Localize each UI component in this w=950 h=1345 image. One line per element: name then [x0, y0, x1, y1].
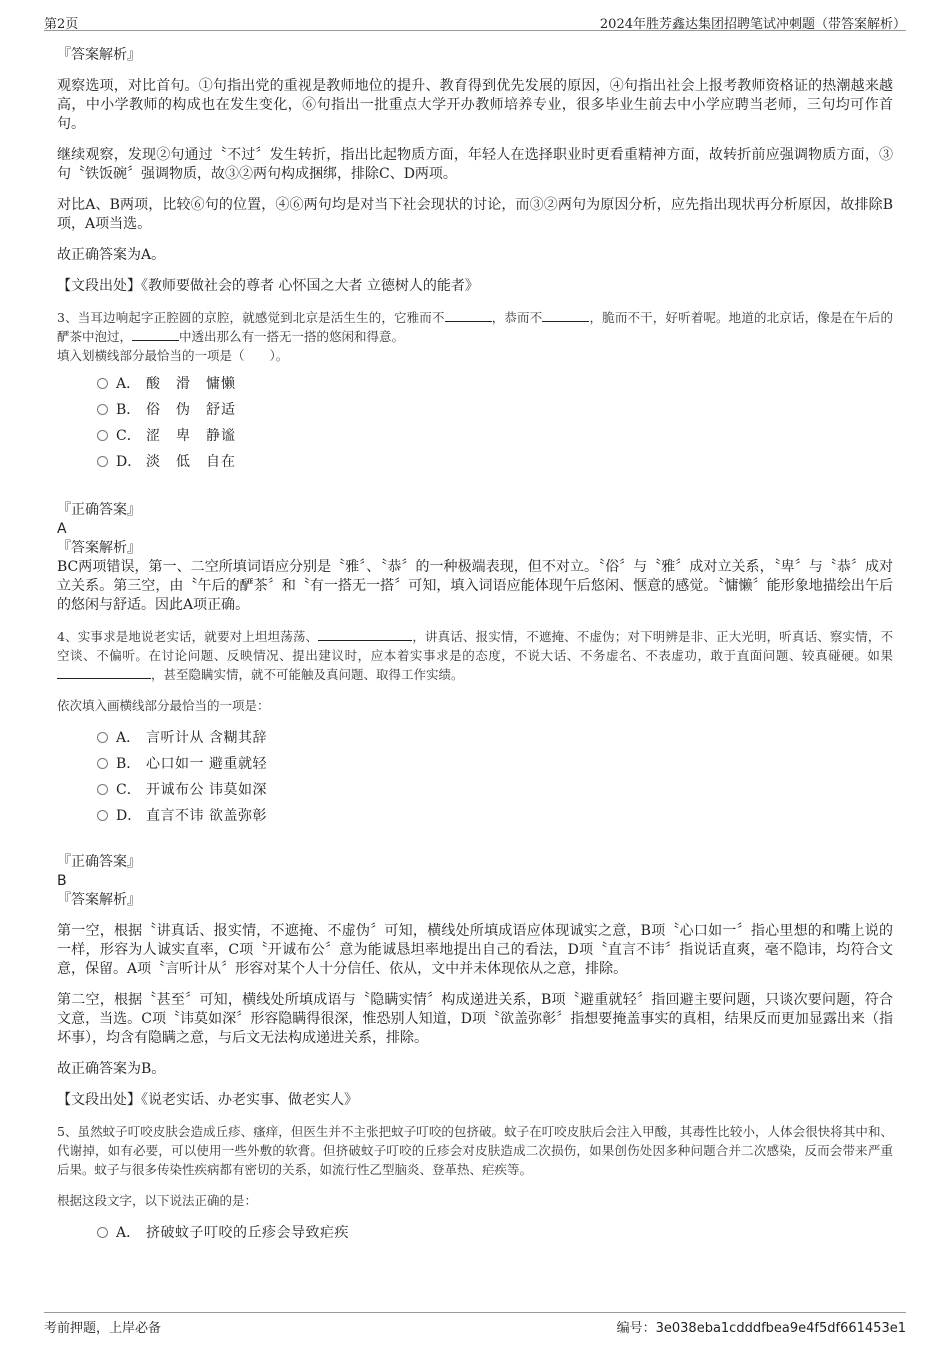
- blank-line: [132, 328, 179, 341]
- q2-analysis-p3: 对比A、B两项，比较⑥句的位置，④⑥两句均是对当下社会现状的讨论，而③②两句为原因分析，应先指出现状再分析原因，故排除B项，A项当选。: [57, 197, 893, 232]
- document-title: 2024年胜芳鑫达集团招聘笔试冲刺题（带答案解析）: [599, 17, 906, 32]
- radio-button-icon[interactable]: [97, 456, 108, 467]
- q3-stem: 3、当耳边响起字正腔圆的京腔，就感觉到北京是活生生的，它雅而不 ，恭而不 ，脆而不干，好听着呢。地道的北京话，像是在午后的酽茶中泡过， 中透出那么有一搭无一搭的悠闲和得意。: [57, 310, 893, 344]
- page-number: 第2页: [44, 17, 79, 32]
- q2-source: 【文段出处】《教师要做社会的尊者 心怀国之大者 立德树人的能者》: [57, 278, 479, 294]
- q2-conclusion: 故正确答案为A。: [57, 247, 166, 263]
- document-body: [57, 46, 893, 1246]
- page-header: [44, 10, 906, 31]
- q3-option-d[interactable]: D． 淡 低 自在: [97, 449, 893, 475]
- radio-button-icon[interactable]: [97, 1227, 108, 1238]
- radio-button-icon[interactable]: [97, 810, 108, 821]
- q3-options: [97, 371, 893, 475]
- q4-stem: 4、实事求是地说老实话，就要对上坦坦荡荡、 ，讲真话、报实情，不遮掩、不虚伪；对下明辨是非、正大光明，听真话、察实情，不空谈、不偏听。在讨论问题、反映情况、提出建议时，应本着实事求是的态度，不说大话、不务虚名、不表虚功，敢于直面问题、较真碰硬。如果，甚至隐瞒实情，就不可能触及真问题、取得工作实绩。: [57, 629, 893, 682]
- q3-analysis: BC两项错误，第一、二空所填词语应分别是〝雅〞、〝恭〞的一种极端表现，但不对立。〝俗〞与〝雅〞成对立关系，〝卑〞与〝恭〞成对立关系。第三空，由〝午后的酽茶〞和〝有一搭无一搭〞可知，填入词语应能体现午后悠闲、惬意的感觉。〝慵懒〞能形象地描绘出午后的悠闲与舒适。因此A项正确。: [57, 559, 893, 613]
- page-footer: [44, 1312, 906, 1335]
- blank-line: [445, 309, 492, 322]
- q3-option-b[interactable]: B． 俗 伪 舒适: [97, 397, 893, 423]
- q4-analysis-p2: 第二空，根据〝甚至〞可知，横线处所填成语与〝隐瞒实情〞构成递进关系，B项〝避重就轻〞指回避主要问题，只谈次要问题，符合文意，当选。C项〝讳莫如深〞形容隐瞒得很深，惟恐别人知道，D项〝欲盖弥彰〞指想要掩盖事实的真相，结果反而更加显露出来（指坏事），均含有隐瞒之意，与后文无法构成递进关系，排除。: [57, 992, 893, 1046]
- q4-option-a[interactable]: A． 言听计从 含糊其辞: [97, 725, 893, 751]
- q3-answer: A: [57, 521, 67, 537]
- document-code: 编号：3e038eba1cdddfbea9e4f5df661453e1: [616, 1321, 906, 1336]
- q5-options: [97, 1220, 893, 1246]
- q2-analysis-p2: 继续观察，发现②句通过〝不过〞发生转折，指出比起物质方面，年轻人在选择职业时更看重精神方面，故转折前应强调物质方面，③句〝铁饭碗〞强调物质，故③②两句构成捆绑，排除C、D两项。: [57, 147, 893, 182]
- q5-stem: 5、虽然蚊子叮咬皮肤会造成丘疹、瘙痒，但医生并不主张把蚊子叮咬的包挤破。蚊子在叮咬皮肤后会注入甲酸，其毒性比较小，人体会很快将其中和、代谢掉，如有必要，可以使用一些外敷的软膏。但挤破蚊子叮咬的丘疹会对皮肤造成二次损伤，如果创伤处因多种问题合并二次感染，反而会带来严重后果。蚊子与很多传染性疾病都有密切的关系，如流行性乙型脑炎、登革热、疟疾等。: [57, 1124, 893, 1177]
- q3-answer-label: 『正确答案』: [57, 502, 141, 518]
- q4-option-c[interactable]: C． 开诚布公 讳莫如深: [97, 777, 893, 803]
- q4-analysis-p1: 第一空，根据〝讲真话、报实情，不遮掩、不虚伪〞可知，横线处所填成语应体现诚实之意，B项〝心口如一〞指心里想的和嘴上说的一样，形容为人诚实直率，C项〝开诚布公〞意为能诚恳坦率地提出自己的看法，D项〝直言不讳〞指说话直爽，毫不隐讳，均符合文意，保留。A项〝言听计从〞形容对某个人十分信任、依从，文中并未体现依从之意，排除。: [57, 923, 893, 977]
- q3-option-c[interactable]: C． 涩 卑 静谧: [97, 423, 893, 449]
- blank-line: [542, 309, 589, 322]
- q4-source: 【文段出处】《说老实话、办老实事、做老实人》: [57, 1092, 358, 1108]
- radio-button-icon[interactable]: [97, 732, 108, 743]
- radio-button-icon[interactable]: [97, 784, 108, 795]
- q2-analysis-label: 『答案解析』: [57, 47, 141, 63]
- q4-option-d[interactable]: D． 直言不讳 欲盖弥彰: [97, 803, 893, 829]
- q4-analysis-label: 『答案解析』: [57, 892, 141, 908]
- q2-analysis-p1: 观察选项，对比首句。①句指出党的重视是教师地位的提升、教育得到优先发展的原因，④句指出社会上报考教师资格证的热潮越来越高，中小学教师的构成也在发生变化，⑥句指出一批重点大学开办教师培养专业，很多毕业生前去中小学应聘当老师，三句均可作首句。: [57, 78, 893, 132]
- radio-button-icon[interactable]: [97, 378, 108, 389]
- radio-button-icon[interactable]: [97, 430, 108, 441]
- blank-line: [318, 628, 412, 641]
- q5-prompt: 根据这段文字，以下说法正确的是：: [57, 1193, 258, 1208]
- q3-prompt: 填入划横线部分最恰当的一项是（ ）。: [57, 348, 289, 363]
- blank-line: [57, 666, 151, 679]
- q3-analysis-label: 『答案解析』: [57, 540, 141, 556]
- q4-prompt: 依次填入画横线部分最恰当的一项是：: [57, 698, 270, 713]
- radio-button-icon[interactable]: [97, 404, 108, 415]
- radio-button-icon[interactable]: [97, 758, 108, 769]
- q4-answer: B: [57, 873, 67, 889]
- q4-answer-label: 『正确答案』: [57, 854, 141, 870]
- q5-option-a[interactable]: A． 挤破蚊子叮咬的丘疹会导致疟疾: [97, 1220, 893, 1246]
- footer-slogan: 考前押题，上岸必备: [44, 1321, 162, 1336]
- q4-option-b[interactable]: B． 心口如一 避重就轻: [97, 751, 893, 777]
- q3-option-a[interactable]: A． 酸 滑 慵懒: [97, 371, 893, 397]
- q4-conclusion: 故正确答案为B。: [57, 1061, 166, 1077]
- q4-options: [97, 725, 893, 829]
